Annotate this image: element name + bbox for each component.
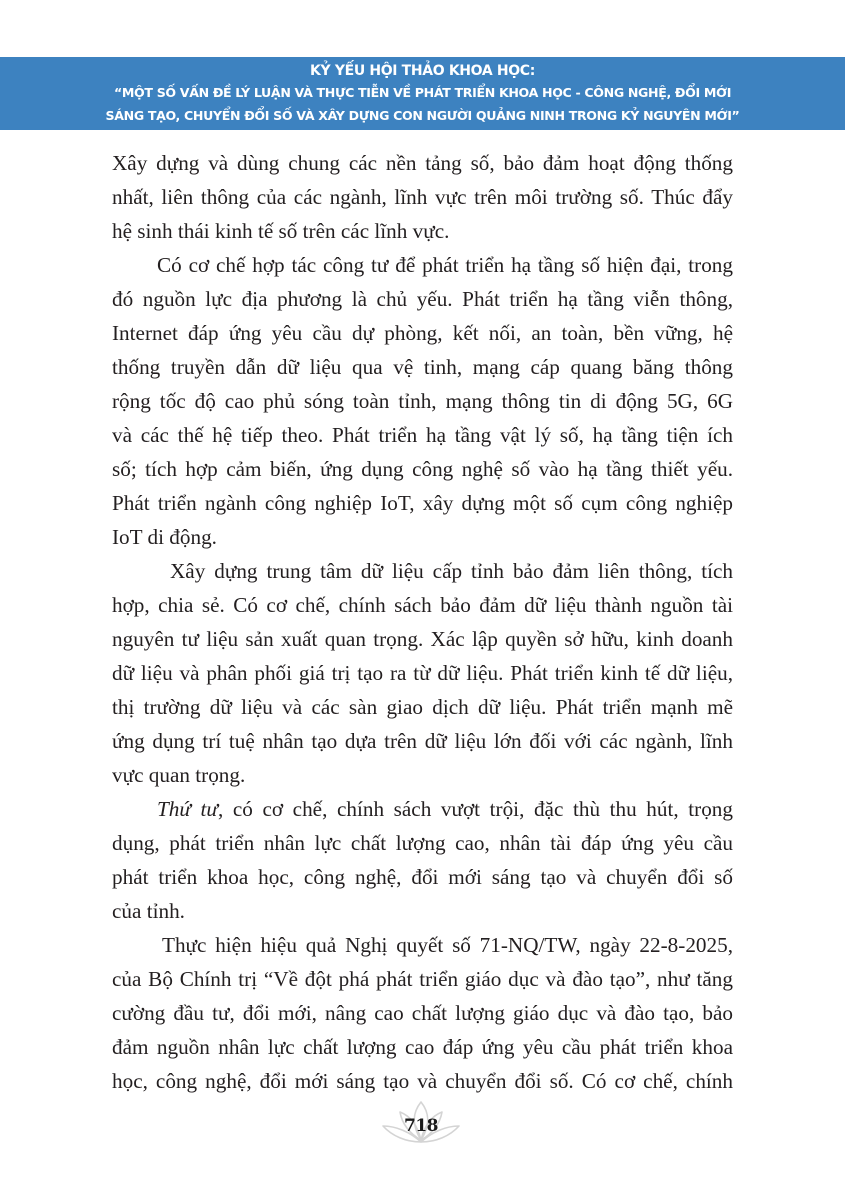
text-line: ứng dụng trí tuệ nhân tạo dựa trên dữ liệu lớn đối với các ngành, lĩnh (112, 729, 733, 753)
italic-lead: Thứ tư (157, 797, 218, 821)
text-line: rộng tốc độ cao phủ sóng toàn tỉnh, mạng thông tin di động 5G, 6G (112, 389, 733, 413)
paragraph-2 (112, 248, 733, 554)
text-line: phát triển khoa học, công nghệ, đổi mới sáng tạo và chuyển đổi số (112, 865, 733, 889)
text-line: nguyên tư liệu sản xuất quan trọng. Xác lập quyền sở hữu, kinh doanh (112, 627, 733, 651)
text-line: nhất, liên thông của các ngành, lĩnh vực trên môi trường số. Thúc đẩy (112, 185, 733, 209)
text-line: của tỉnh. (112, 899, 185, 923)
text-line: và các thế hệ tiếp theo. Phát triển hạ tầng vật lý số, hạ tầng tiện ích (112, 423, 733, 447)
paragraph-5 (112, 928, 733, 1098)
text-line: Xây dựng và dùng chung các nền tảng số, bảo đảm hoạt động thống (112, 151, 733, 175)
text-line: thị trường dữ liệu và các sàn giao dịch dữ liệu. Phát triển mạnh mẽ (112, 695, 733, 719)
paragraph-4 (112, 792, 733, 928)
text-line: đó nguồn lực địa phương là chủ yếu. Phát triển hạ tầng viễn thông, (112, 287, 733, 311)
text-line-rest: , có cơ chế, chính sách vượt trội, đặc thù thu hút, trọng (217, 797, 733, 821)
text-line (112, 792, 733, 826)
text-line: thống truyền dẫn dữ liệu qua vệ tinh, mạng cáp quang băng thông (112, 355, 733, 379)
paragraph-3 (112, 554, 733, 792)
text-line: vực quan trọng. (112, 763, 246, 787)
text-line: Phát triển ngành công nghiệp IoT, xây dựng một số cụm công nghiệp (112, 491, 733, 515)
text-line: Có cơ chế hợp tác công tư để phát triển hạ tầng số hiện đại, trong (157, 253, 733, 277)
page-number: 718 (404, 1116, 438, 1136)
page-number-ornament (380, 1100, 462, 1148)
text-line: hệ sinh thái kinh tế số trên các lĩnh vực. (112, 219, 450, 243)
text-line: cường đầu tư, đổi mới, nâng cao chất lượng giáo dục và đào tạo, bảo (112, 1001, 733, 1025)
text-line: số; tích hợp cảm biến, ứng dụng công nghệ số vào hạ tầng thiết yếu. (112, 457, 733, 481)
text-line: đảm nguồn nhân lực chất lượng cao đáp ứng yêu cầu phát triển khoa (112, 1035, 733, 1059)
header-band (0, 57, 845, 130)
text-line: học, công nghệ, đổi mới sáng tạo và chuyển đổi số. Có cơ chế, chính (112, 1069, 733, 1093)
text-line: Internet đáp ứng yêu cầu dự phòng, kết nối, an toàn, bền vững, hệ (112, 321, 733, 345)
text-line: Xây dựng trung tâm dữ liệu cấp tỉnh bảo đảm liên thông, tích (170, 559, 733, 583)
header-subtitle-line-2: SÁNG TẠO, CHUYỂN ĐỔI SỐ VÀ XÂY DỰNG CON NGƯỜI QUẢNG NINH TRONG KỶ NGUYÊN MỚI” (105, 107, 740, 123)
text-line: Thực hiện hiệu quả Nghị quyết số 71-NQ/TW, ngày 22-8-2025, (162, 933, 733, 957)
text-line: dụng, phát triển nhân lực chất lượng cao, nhân tài đáp ứng yêu cầu (112, 831, 733, 855)
header-subtitle-line-1: “MỘT SỐ VẤN ĐỀ LÝ LUẬN VÀ THỰC TIỄN VỀ PHÁT TRIỂN KHOA HỌC - CÔNG NGHỆ, ĐỔI MỚI (113, 85, 732, 101)
text-line: dữ liệu và phân phối giá trị tạo ra từ dữ liệu. Phát triển kinh tế dữ liệu, (112, 661, 733, 685)
text-line: IoT di động. (112, 525, 217, 549)
body-text (112, 146, 733, 1098)
header-title: KỶ YẾU HỘI THẢO KHOA HỌC: (310, 62, 535, 79)
text-line: hợp, chia sẻ. Có cơ chế, chính sách bảo đảm dữ liệu thành nguồn tài (112, 593, 733, 617)
paragraph-1 (112, 146, 733, 248)
text-line: của Bộ Chính trị “Về đột phá phát triển giáo dục và đào tạo”, như tăng (112, 967, 733, 991)
